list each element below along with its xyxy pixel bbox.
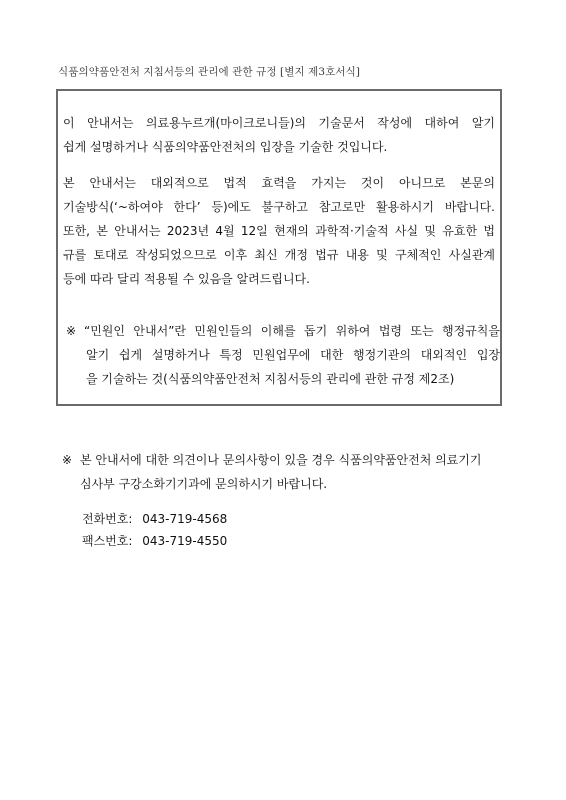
fax-row bbox=[82, 530, 227, 552]
reference-mark-icon: ※ bbox=[62, 453, 73, 467]
notice-paragraph-purpose bbox=[63, 111, 495, 159]
document-header-title: 식품의약품안전처 지침서등의 관리에 관한 규정 [별지 제3호서식] bbox=[58, 66, 361, 78]
notice-paragraph-line: 기술방식(‘~하여야 한다’ 등)에도 불구하고 참고로만 활용하시기 바랍니다. bbox=[63, 200, 495, 214]
phone-number: 043-719-4568 bbox=[142, 512, 228, 526]
definition-line: “민원인 안내서”란 민원인들의 이해를 돕기 위하여 법령 또는 행정규칙을 bbox=[84, 324, 500, 338]
fax-label: 팩스번호: bbox=[82, 534, 133, 548]
notice-paragraph-line: 이 안내서는 의료용누르개(마이크로니들)의 기술문서 작성에 대하여 알기 bbox=[63, 116, 495, 130]
phone-label: 전화번호: bbox=[82, 512, 133, 526]
definition-line: 을 기술하는 것(식품의약품안전처 지침서등의 관리에 관한 규정 제2조) bbox=[86, 372, 455, 386]
notice-paragraph-line: 또한, 본 안내서는 2023년 4월 12일 현재의 과학적·기술적 사실 및 유효한 법 bbox=[63, 224, 495, 238]
fax-number: 043-719-4550 bbox=[142, 534, 228, 548]
notice-paragraph-line: 본 안내서는 대외적으로 법적 효력을 가지는 것이 아니므로 본문의 bbox=[63, 176, 495, 190]
contact-note bbox=[62, 448, 514, 496]
definition-line: 알기 쉽게 설명하거나 특정 민원업무에 대한 행정기관의 대외적인 입장 bbox=[86, 348, 500, 362]
phone-row bbox=[82, 508, 227, 530]
notice-box bbox=[56, 89, 502, 406]
notice-paragraph-line: 쉽게 설명하거나 식품의약품안전처의 입장을 기술한 것입니다. bbox=[63, 140, 388, 154]
notice-paragraph-line: 규를 토대로 작성되었으므로 이후 최신 개정 법규 내용 및 구체적인 사실관계 bbox=[63, 248, 495, 262]
notice-paragraph-legal-effect bbox=[63, 171, 495, 291]
contact-line: 본 안내서에 대한 의견이나 문의사항이 있을 경우 식품의약품안전처 의료기기 bbox=[80, 453, 482, 467]
definition-note bbox=[66, 319, 500, 391]
notice-paragraph-line: 등에 따라 달리 적용될 수 있음을 알려드립니다. bbox=[63, 272, 310, 286]
contact-numbers bbox=[82, 508, 227, 552]
contact-line: 심사부 구강소화기기과에 문의하시기 바랍니다. bbox=[80, 477, 328, 491]
reference-mark-icon: ※ bbox=[66, 324, 77, 338]
